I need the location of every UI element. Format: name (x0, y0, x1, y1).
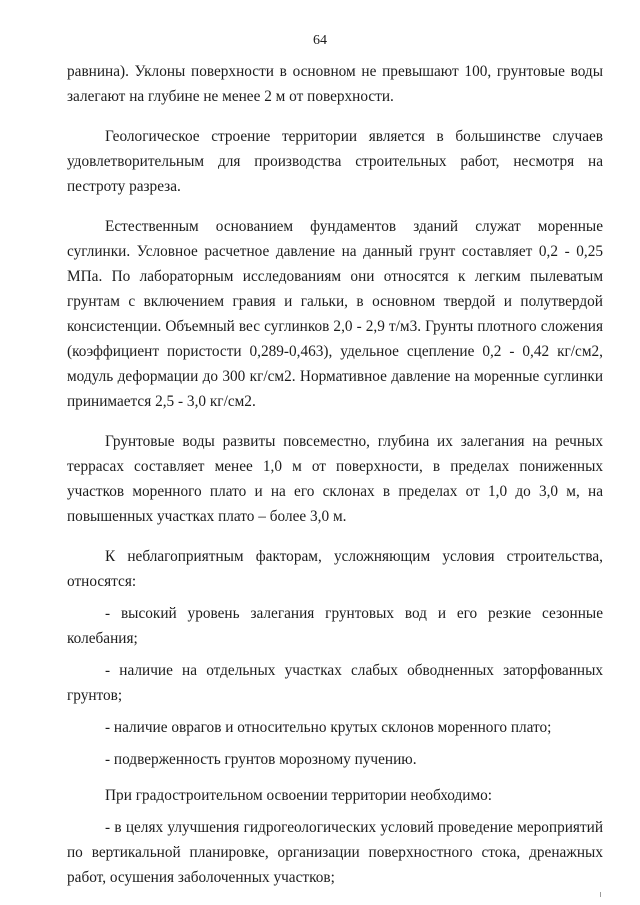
list-item-groundwater-level: - высокий уровень залегания грунтовых вод и его резкие сезонные колебания; (67, 605, 603, 647)
scan-artifact (600, 892, 601, 897)
list-item-ravines: - наличие оврагов и относительно крутых склонов моренного плато; (105, 719, 552, 736)
paragraph-factors-intro: К неблагоприятным факторам, усложняющим условия строительства, относятся: (67, 548, 603, 590)
paragraph-geology: Геологическое строение территории является в большинстве случаев удовлетворительным для производства строительных работ, несмотря на пестроту разреза. (67, 128, 603, 195)
list-item-weak-soils: - наличие на отдельных участках слабых обводненных заторфованных грунтов; (67, 662, 603, 704)
list-item-hydrogeology-measures: - в целях улучшения гидрогеологических условий проведение мероприятий по вертикальной планировке, организации поверхностного стока, дренажных работ, осушения заболоченных участков; (67, 819, 603, 886)
paragraph-requirements-intro: При градостроительном освоении территории необходимо: (105, 787, 493, 804)
page-body (67, 59, 603, 890)
paragraph-groundwater: Грунтовые воды развиты повсеместно, глубина их залегания на речных террасах составляет менее 1,0 м от поверхности, в пределах пониженных участков моренного плато и на его склонах в пределах от 1,0 до 3,0 м, на повышенных участках плато – более 3,0 м. (67, 433, 603, 525)
page-number: 64 (313, 33, 327, 48)
paragraph-continuation: равнина). Уклоны поверхности в основном не превышают 100, грунтовые воды залегают на глубине не менее 2 м от поверхности. (67, 63, 603, 105)
paragraph-foundations: Естественным основанием фундаментов зданий служат моренные суглинки. Условное расчетное давление на данный грунт составляет 0,2 - 0,25 МПа. По лабораторным исследованиям они относятся к легким пылеватым грунтам с включением гравия и гальки, в основном твердой и полутвердой консистенции. Объемный вес суглинков 2,0 - 2,9 т/м3. Грунты плотного сложения (коэффициент пористости 0,289-0,463), удельное сцепление 0,2 - 0,42 кг/см2, модуль деформации до 300 кг/см2. Нормативное давление на моренные суглинки принимается 2,5 - 3,0 кг/см2. (67, 218, 603, 410)
list-item-frost-heave: - подверженность грунтов морозному пучению. (105, 751, 417, 768)
